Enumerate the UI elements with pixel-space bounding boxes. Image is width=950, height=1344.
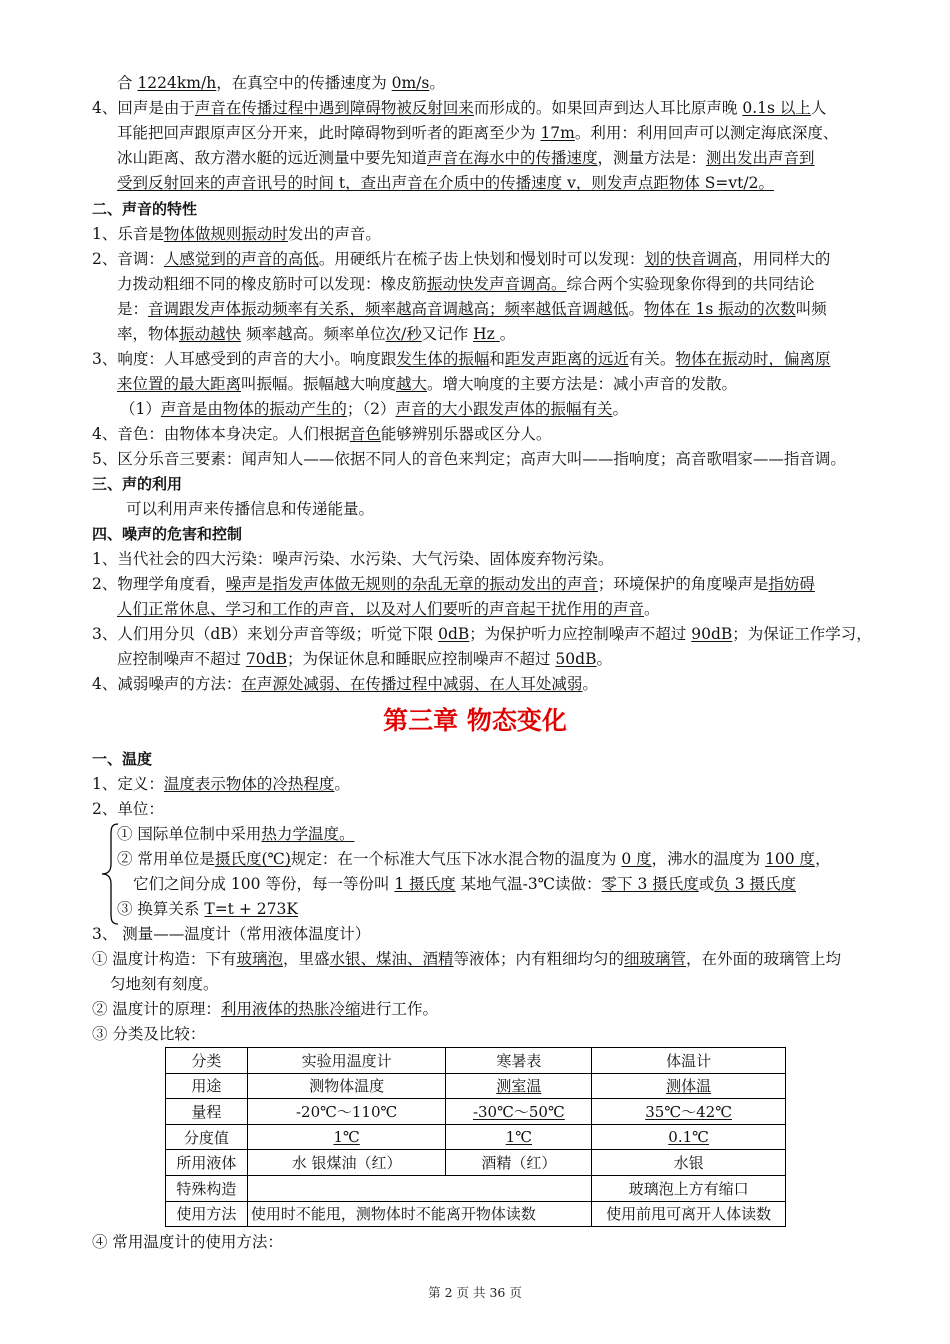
text-span: 二、声音的特性	[92, 200, 198, 218]
text-span: ，	[815, 850, 831, 868]
text-line	[117, 298, 827, 320]
text-span: 。	[334, 775, 350, 793]
underlined-answer: 指妨碍	[768, 575, 815, 593]
table-cell: 实验用温度计	[247, 1048, 446, 1074]
text-line	[120, 398, 628, 420]
underlined-answer: 90dB	[691, 625, 733, 643]
text-span: 3、 测量——温度计（常用液体温度计）	[92, 925, 371, 943]
text-span: ；（2）	[346, 400, 396, 418]
text-span: 匀地刻有刻度。	[110, 975, 219, 993]
underlined-answer: 声音的大小跟发声体的振幅有关	[395, 400, 613, 418]
underlined-answer: 振动快发声音调高。	[427, 275, 567, 293]
text-span: 。	[429, 74, 445, 92]
underlined-answer: 在声源处减弱、在传播过程中减弱、在人耳处减弱	[241, 675, 583, 693]
text-span: 。增大响度的主要方法是：减小声音的发散。	[427, 375, 738, 393]
underlined-answer: 0m/s	[391, 74, 430, 92]
underlined-answer: 振动越快	[179, 325, 242, 343]
text-line	[117, 648, 612, 670]
table-cell: 水银	[592, 1150, 786, 1176]
text-line	[92, 548, 613, 570]
table-cell: 使用时不能甩，测物体时不能离开物体读数	[247, 1201, 591, 1227]
text-span: 。	[499, 325, 516, 343]
text-span: ；为保证工作学习，	[732, 625, 872, 643]
text-span: 2、音调：	[92, 250, 164, 268]
text-span: 1、当代社会的四大污染：噪声污染、水污染、大气污染、固体废弃物污染。	[92, 550, 614, 568]
table-header-row	[166, 1048, 786, 1074]
text-span: 综合两个实验现象你得到的共同结论	[566, 275, 815, 293]
text-line	[92, 948, 841, 970]
underlined-answer: 70dB	[245, 650, 287, 668]
text-span: 发出的声音。	[287, 225, 381, 243]
text-span: 3、人们用分贝（dB）来划分声音等级；听觉下限	[92, 625, 439, 643]
table-cell: 特殊构造	[166, 1175, 248, 1201]
text-line	[117, 323, 515, 345]
text-line	[92, 673, 598, 695]
underlined-answer: 物体在 1s 振动的次数	[644, 300, 796, 318]
text-span: 频率越高。频率单位	[241, 325, 386, 343]
text-line	[117, 147, 815, 169]
thermometer-comparison-table	[165, 1047, 786, 1227]
text-span: 。	[582, 675, 598, 693]
underlined-answer: 细玻璃管	[624, 950, 687, 968]
table-cell: 1℃	[446, 1124, 592, 1150]
text-line	[92, 97, 826, 119]
text-span: 率，物体	[117, 325, 180, 343]
text-span: ④ 常用温度计的使用方法：	[92, 1233, 283, 1251]
text-line	[117, 373, 737, 395]
text-span: 叫振幅。振幅越大响度	[241, 375, 397, 393]
table-cell: 0.1℃	[592, 1124, 786, 1150]
table-cell: 寒暑表	[446, 1048, 592, 1074]
underlined-answer: 零下 3 摄氏度	[601, 875, 699, 893]
table-cell: 体温计	[592, 1048, 786, 1074]
text-line	[117, 598, 660, 620]
text-line	[92, 998, 438, 1020]
text-span: 5、区分乐音三要素：闻声知人——依据不同人的音色来判定；高声大叫——指响度；高音歌唱家——指音调。	[92, 450, 846, 468]
underlined-answer: 声音在海水中的传播速度	[427, 149, 598, 167]
table-cell: 1℃	[247, 1124, 446, 1150]
section-heading	[92, 523, 242, 545]
text-line	[117, 848, 831, 870]
text-span: ；为保证休息和睡眠应控制噪声不超过	[286, 650, 556, 668]
chapter-title: 第三章 物态变化	[383, 706, 567, 735]
underlined-answer: 测出发出声音到	[706, 149, 815, 167]
text-line	[92, 798, 164, 820]
text-span: 。	[612, 400, 629, 418]
text-line	[92, 1231, 283, 1253]
text-span: ，在外面的玻璃管上均	[686, 950, 842, 968]
text-span: （1）	[120, 400, 161, 418]
text-line	[117, 72, 445, 94]
table-row	[166, 1124, 786, 1150]
table-cell: 测物体温度	[247, 1073, 446, 1099]
table-row	[166, 1150, 786, 1176]
text-span: 某地气温-3℃读做：	[455, 875, 602, 893]
underlined-answer: 物体在振动时，偏离原	[675, 350, 831, 368]
section-heading	[92, 748, 152, 770]
text-span: 。	[644, 600, 660, 618]
text-span: ③ 换算关系	[117, 900, 205, 918]
text-span: 1、定义：	[92, 775, 164, 793]
underlined-answer: 越大	[396, 375, 428, 393]
text-span: 应控制噪声不超过	[117, 650, 246, 668]
text-span: 又记作	[421, 325, 474, 343]
underlined-answer: 划的快音调高	[644, 250, 738, 268]
table-row	[166, 1099, 786, 1125]
text-span: 4、音色：由物体本身决定。人们根据	[92, 425, 350, 443]
table-cell: -30℃～50℃	[446, 1099, 592, 1125]
underlined-answer: 负 3 摄氏度	[714, 875, 796, 893]
text-span: ；环境保护的角度噪声是	[597, 575, 769, 593]
underlined-answer: Hz	[473, 325, 500, 343]
table-cell: -20℃～110℃	[247, 1099, 446, 1125]
underlined-answer: 0.1s 以上	[742, 99, 811, 117]
text-span: 或	[698, 875, 715, 893]
text-line	[92, 223, 381, 245]
text-line	[92, 448, 846, 470]
text-span: 而形成的。如果回声到达人耳比原声晚	[473, 99, 743, 117]
underlined-answer: 0 度	[621, 850, 652, 868]
text-span: 4、回声是由于	[92, 99, 195, 117]
table-cell: 分度值	[166, 1124, 248, 1150]
table-cell: 分类	[166, 1048, 248, 1074]
text-span: 可以利用声来传播信息和传递能量。	[126, 500, 375, 518]
text-span: ，在真空中的传播速度为	[216, 74, 392, 92]
text-span: ；为保护听力应控制噪声不超过	[469, 625, 692, 643]
text-line	[117, 122, 838, 144]
table-cell: 测体温	[592, 1073, 786, 1099]
text-span: 它们之间分成 100 等份，每一等份叫	[133, 875, 395, 893]
text-span: 四、噪声的危害和控制	[92, 525, 243, 543]
text-span: 进行工作。	[360, 1000, 438, 1018]
underlined-answer: 1 摄氏度	[394, 875, 456, 893]
text-line	[92, 1023, 205, 1045]
text-span: 。利用：利用回声可以测定海底深度、	[574, 124, 839, 142]
text-line	[92, 348, 830, 370]
text-span: 3、响度：人耳感受到的声音的大小。响度跟	[92, 350, 397, 368]
text-span: ② 温度计的原理：	[92, 1000, 221, 1018]
text-span: 冰山距离、敌方潜水艇的远近测量中要先知道	[117, 149, 428, 167]
text-line	[92, 623, 872, 645]
page-footer: 第 2 页 共 36 页	[428, 1285, 522, 1300]
text-span: 叫频	[795, 300, 827, 318]
underlined-answer: 次/秒	[385, 325, 422, 343]
text-line	[117, 273, 815, 295]
underlined-answer: 受到反射回来的声音讯号的时间 t，查出声音在介质中的传播速度 v，则发声点距物体 S=vt/2。	[117, 174, 774, 192]
underlined-answer: 水银、煤油、酒精	[329, 950, 454, 968]
table-cell: 35℃～42℃	[592, 1099, 786, 1125]
underlined-answer: 0dB	[438, 625, 470, 643]
table-cell: 使用前甩可离开人体读数	[592, 1201, 786, 1227]
underlined-answer: 热力学温度。	[261, 825, 355, 843]
text-span: 能够辨别乐器或区分人。	[380, 425, 552, 443]
table-cell: 酒精（红）	[446, 1150, 592, 1176]
text-span: 1、乐音是	[92, 225, 164, 243]
table-cell: 测室温	[446, 1073, 592, 1099]
text-span: ① 温度计构造：下有	[92, 950, 237, 968]
text-span: 等液体；内有粗细均匀的	[453, 950, 624, 968]
table-cell: 用途	[166, 1073, 248, 1099]
text-line	[92, 923, 370, 945]
text-line	[92, 573, 815, 595]
underlined-answer: 玻璃泡	[236, 950, 283, 968]
underlined-answer: 距发声距离的远近	[504, 350, 629, 368]
text-span: 和	[489, 350, 505, 368]
text-span: 。	[628, 300, 645, 318]
text-span: 。	[596, 650, 612, 668]
text-span: 力拨动粗细不同的橡皮筋时可以发现：橡皮筋	[117, 275, 428, 293]
underlined-answer: 物体做规则振动时	[163, 225, 288, 243]
text-line	[133, 873, 796, 895]
underlined-answer: 50dB	[555, 650, 597, 668]
underlined-answer: 噪声是指发声体做无规则的杂乱无章的振动发出的声音	[225, 575, 598, 593]
text-span: 规定：在一个标准大气压下冰水混合物的温度为	[290, 850, 622, 868]
section-heading	[92, 473, 182, 495]
underlined-answer: 发生体的振幅	[396, 350, 490, 368]
text-span: ，测量方法是：	[597, 149, 707, 167]
table-cell: 量程	[166, 1099, 248, 1125]
text-span: ，里盛	[282, 950, 330, 968]
underlined-answer: 音调跟发声体振动频率有关系，频率越高音调越高；频率越低音调越低	[148, 300, 629, 318]
text-line	[117, 823, 354, 845]
text-span: 三、声的利用	[92, 475, 183, 493]
table-row	[166, 1201, 786, 1227]
text-line	[126, 498, 374, 520]
underlined-answer: 17m	[540, 124, 575, 142]
text-line	[92, 773, 350, 795]
underlined-answer: T=t + 273K	[204, 900, 298, 918]
table-cell: 使用方法	[166, 1201, 248, 1227]
table-cell: 水 银煤油（红）	[247, 1150, 446, 1176]
underlined-answer: 利用液体的热胀冷缩	[220, 1000, 361, 1018]
text-line	[117, 898, 298, 920]
underlined-answer: 摄氏度(℃)	[214, 850, 291, 868]
table-cell: 玻璃泡上方有缩口	[592, 1175, 786, 1201]
underlined-answer: 温度表示物体的冷热程度	[163, 775, 335, 793]
table-cell: 所用液体	[166, 1150, 248, 1176]
table-cell	[247, 1175, 591, 1201]
text-span: ，用同样大的	[737, 250, 831, 268]
underlined-answer: 100 度	[765, 850, 816, 868]
table-row	[166, 1073, 786, 1099]
underlined-answer: 人们正常休息、学习和工作的声音，以及对人们要听的声音起干扰作用的声音	[117, 600, 645, 618]
text-span: 人	[810, 99, 827, 117]
underlined-answer: 来位置的最大距离	[117, 375, 242, 393]
text-span: ① 国际单位制中采用	[117, 825, 262, 843]
text-span: 合	[117, 74, 138, 92]
text-line	[92, 248, 830, 270]
text-span: 有关。	[628, 350, 676, 368]
text-span: 4、减弱噪声的方法：	[92, 675, 242, 693]
underlined-answer: 声音在传播过程中遇到障碍物被反射回来	[194, 99, 474, 117]
text-span: 耳能把回声跟原声区分开来，此时障碍物到听者的距离至少为	[117, 124, 541, 142]
text-span: 。用硬纸片在梳子齿上快划和慢划时可以发现：	[318, 250, 645, 268]
section-heading	[92, 198, 197, 220]
text-span: ② 常用单位是	[117, 850, 215, 868]
text-span: 是：	[117, 300, 149, 318]
underlined-answer: 人感觉到的声音的高低	[163, 250, 319, 268]
underlined-answer: 声音是由物体的振动产生的	[160, 400, 347, 418]
table-row	[166, 1175, 786, 1201]
underlined-answer: 1224km/h	[137, 74, 217, 92]
text-span: 2、物理学角度看，	[92, 575, 226, 593]
text-line	[110, 973, 219, 995]
text-span: ，沸水的温度为	[651, 850, 766, 868]
text-line	[92, 423, 551, 445]
text-span: 2、单位：	[92, 800, 164, 818]
text-span: 一、温度	[92, 750, 153, 768]
underlined-answer: 音色	[349, 425, 381, 443]
text-line	[117, 172, 774, 194]
text-span: ③ 分类及比较：	[92, 1025, 206, 1043]
